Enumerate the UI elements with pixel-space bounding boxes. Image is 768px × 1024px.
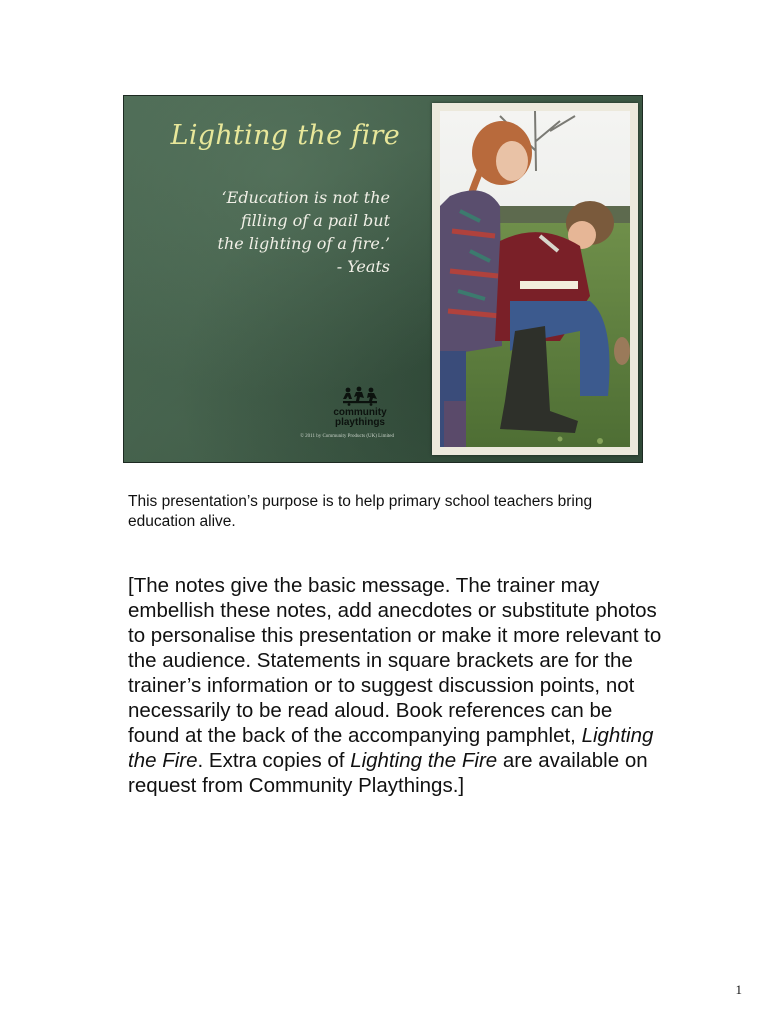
page-number: 1 [735,982,742,997]
book-title: Lighting the Fire [128,724,654,772]
slide-title: Lighting the fire [170,120,400,151]
yeats-quote [170,186,390,278]
slide-thumbnail [123,95,643,463]
quote-line: ‘Education is not the [221,188,390,207]
logo-word: playthings [334,417,385,428]
community-playthings-logo [320,386,400,428]
presenter-notes [128,573,668,798]
quote-line: the lighting of a fire.’ [217,234,390,253]
copyright-notice: © 2011 by Community Products (UK) Limited [300,434,394,439]
notes-text: [The notes give the basic message. The trainer may embellish these notes, add anecdotes or substitute photos to personalise this presentation or make it more relevant to the audience. Statements in square brackets are for the trainer’s information or to suggest discussion points, not necessarily to be read aloud. Book references can be found at the back of the accompanying pamphlet, [128,574,662,747]
notes-text: . Extra copies of [197,749,351,772]
quote-attribution: - Yeats [336,257,390,276]
book-title: Lighting the Fire [350,749,498,772]
children-outdoors-photo [440,111,630,447]
quote-line: filling of a pail but [241,211,390,230]
slide-caption: This presentation’s purpose is to help primary school teachers bring education alive. [128,493,593,530]
logo-word: community [333,407,387,418]
children-playing-logo-icon [340,386,380,406]
photo-frame [432,103,638,455]
notes-text: are available on request from Community Playthings.] [128,749,648,797]
